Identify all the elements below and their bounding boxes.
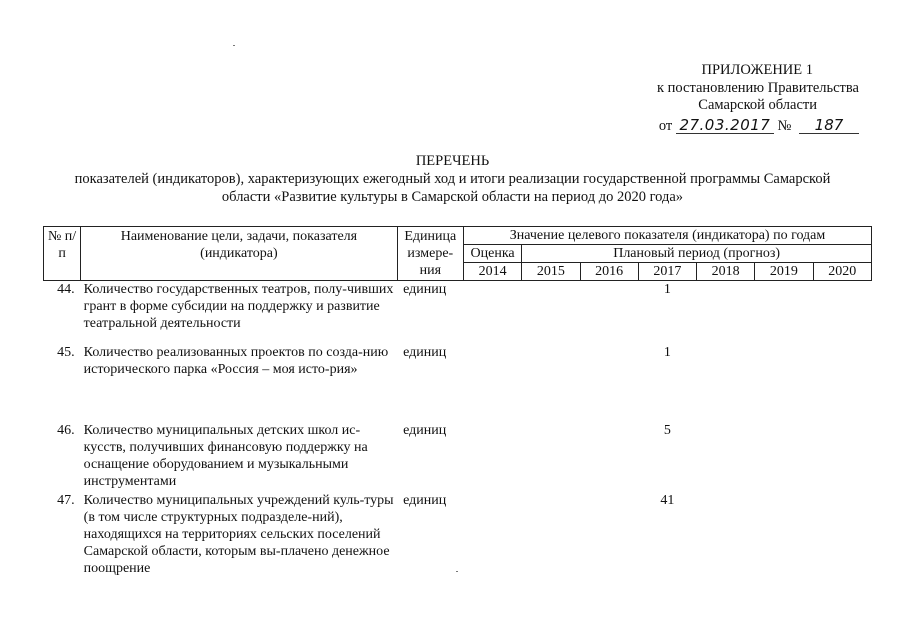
row-value-2020 — [813, 492, 871, 582]
row-indicator-name: Количество государственных театров, полу-чивших грант в форме субсидии на поддержку и развитие театральной деятельности — [83, 282, 394, 331]
annex-block — [657, 62, 859, 135]
scan-speck — [233, 45, 235, 46]
header-year-2014: 2014 — [463, 263, 521, 281]
header-num: № п/п — [44, 227, 81, 281]
handwritten-date: 27.03.2017 — [676, 117, 774, 134]
header-year-2019: 2019 — [755, 263, 813, 281]
header-year-2020: 2020 — [813, 263, 871, 281]
header-unit: Единица измере-ния — [397, 227, 463, 281]
row-value-2017: 5 — [663, 423, 671, 438]
annex-region: Самарской области — [698, 97, 817, 113]
row-value-2016 — [580, 492, 638, 582]
row-value-2014 — [463, 281, 521, 345]
row-value-2020 — [813, 422, 871, 492]
row-unit: единиц — [403, 423, 447, 438]
row-value-2017: 1 — [663, 282, 671, 297]
row-unit: единиц — [403, 345, 447, 360]
row-indicator-name: Количество муниципальных учреждений куль-туры (в том числе структурных подразделе-ний), находящихся на территориях сельских поселений Самарской области, которым вы-плачено денежное поощрение — [83, 493, 394, 576]
row-value-2017: 1 — [663, 345, 671, 360]
date-prefix: от — [658, 117, 673, 134]
document-title: ПЕРЕЧЕНЬ — [415, 153, 490, 169]
row-value-2019 — [755, 281, 813, 345]
row-value-2019 — [755, 344, 813, 422]
row-value-2018 — [697, 492, 755, 582]
row-number: 46. — [57, 423, 75, 438]
annex-date-line — [657, 117, 859, 136]
row-indicator-name: Количество муниципальных детских школ ис-кусств, получивших финансовую поддержку на оснащение оборудованием и музыкальными инструментами — [83, 423, 368, 489]
header-year-2018: 2018 — [697, 263, 755, 281]
scan-speck — [456, 571, 458, 572]
row-value-2014 — [463, 344, 521, 422]
row-value-2019 — [755, 492, 813, 582]
row-value-2014 — [463, 492, 521, 582]
row-value-2014 — [463, 422, 521, 492]
indicators-table — [43, 226, 872, 582]
number-prefix: № — [777, 117, 792, 134]
row-value-2018 — [697, 422, 755, 492]
row-value-2020 — [813, 281, 871, 345]
row-value-2018 — [697, 344, 755, 422]
handwritten-number: 187 — [799, 117, 859, 134]
document-subtitle: показателей (индикаторов), характеризующих ежегодный ход и итоги реализации государственной программы Самарской области «Развитие культуры в Самарской области на период до 2020 года» — [74, 171, 831, 205]
header-year-2017: 2017 — [638, 263, 696, 281]
row-value-2016 — [580, 344, 638, 422]
row-value-2019 — [755, 422, 813, 492]
row-number: 47. — [57, 493, 75, 508]
table-row — [44, 492, 872, 582]
row-number: 44. — [57, 282, 75, 297]
row-value-2016 — [580, 422, 638, 492]
row-unit: единиц — [403, 282, 447, 297]
row-value-2016 — [580, 281, 638, 345]
row-value-2015 — [522, 422, 580, 492]
table-row — [44, 281, 872, 345]
row-value-2015 — [522, 281, 580, 345]
row-value-2018 — [697, 281, 755, 345]
header-estimate: Оценка — [463, 245, 521, 263]
row-value-2017: 41 — [660, 493, 675, 508]
row-indicator-name: Количество реализованных проектов по созда-нию исторического парка «Россия – моя исто-рия» — [83, 345, 389, 377]
annex-title: ПРИЛОЖЕНИЕ 1 — [701, 62, 813, 78]
table-row — [44, 422, 872, 492]
document-heading — [0, 152, 905, 206]
row-value-2015 — [522, 492, 580, 582]
header-name: Наименование цели, задачи, показателя (индикатора) — [81, 227, 397, 281]
header-values-group: Значение целевого показателя (индикатора) по годам — [463, 227, 871, 245]
row-number: 45. — [57, 345, 75, 360]
row-value-2015 — [522, 344, 580, 422]
header-year-2015: 2015 — [522, 263, 580, 281]
row-value-2020 — [813, 344, 871, 422]
row-unit: единиц — [403, 493, 447, 508]
header-planned: Плановый период (прогноз) — [522, 245, 872, 263]
table-row — [44, 344, 872, 422]
header-year-2016: 2016 — [580, 263, 638, 281]
annex-reference: к постановлению Правительства — [657, 79, 859, 96]
